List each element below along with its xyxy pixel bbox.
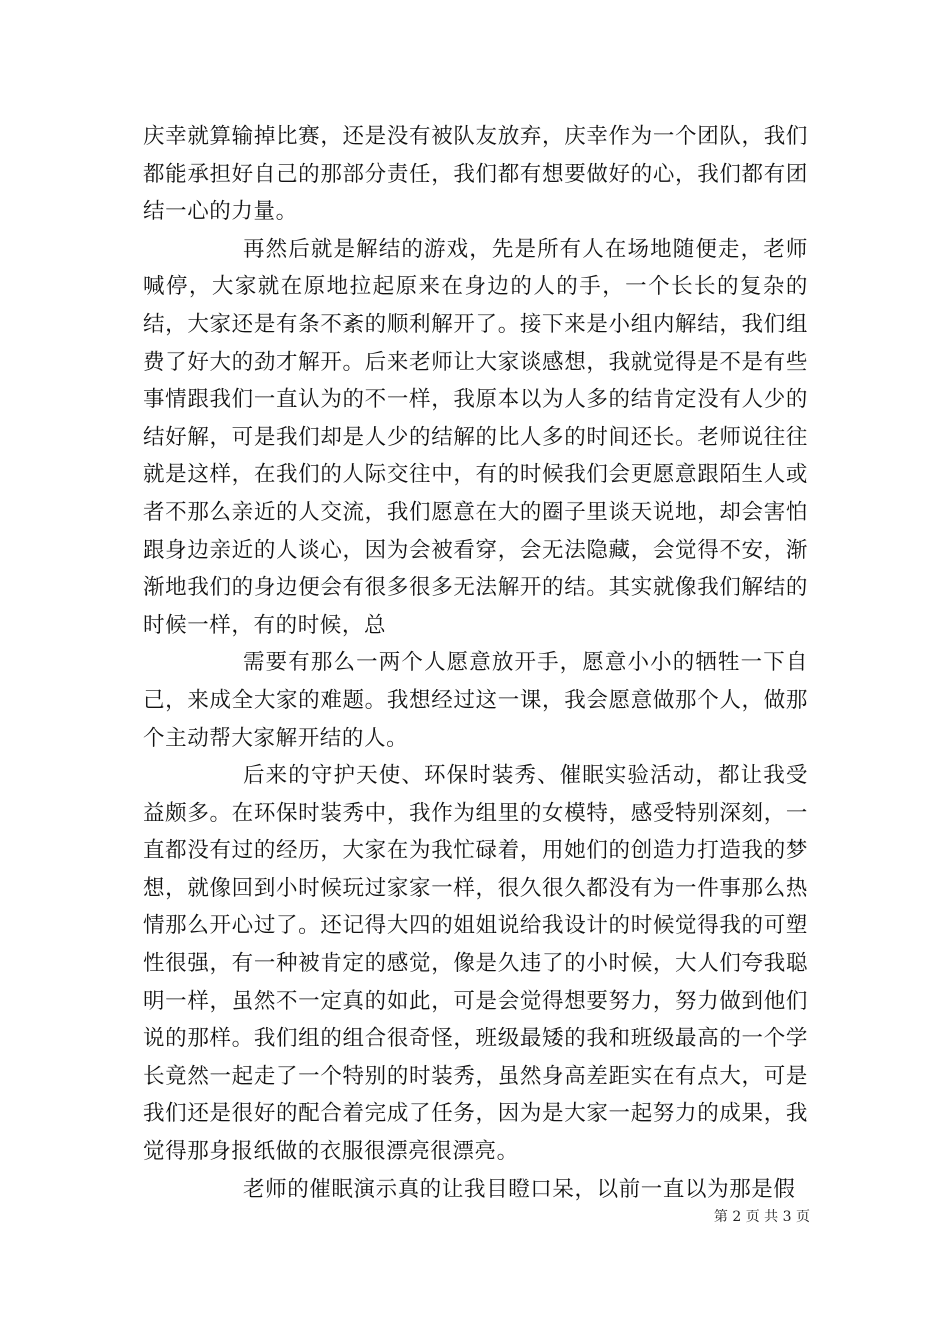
paragraph-1: 庆幸就算输掉比赛，还是没有被队友放弃，庆幸作为一个团队，我们都能承担好自己的那部分责任，我们都有想要做好的心，我们都有团结一心的力量。 — [143, 124, 808, 225]
paragraph-3: 需要有那么一两个人愿意放开手，愿意小小的牺牲一下自己，来成全大家的难题。我想经过这一课，我会愿意做那个人，做那个主动帮大家解开结的人。 — [143, 650, 808, 751]
paragraph-5: 老师的催眠演示真的让我目瞪口呆，以前一直以为那是假 — [243, 1176, 796, 1202]
paragraph-4: 后来的守护天使、环保时装秀、催眠实验活动，都让我受益颇多。在环保时装秀中，我作为组里的女模特，感受特别深刻，一直都没有过的经历，大家在为我忙碌着，用她们的创造力打造我的梦想，就像回到小时候玩过家家一样，很久很久都没有为一件事那么热情那么开心过了。还记得大四的姐姐说给我设计的时候觉得我的可塑性很强，有一种被肯定的感觉，像是久违了的小时候，大人们夸我聪明一样，虽然不一定真的如此，可是会觉得想要努力，努力做到他们说的那样。我们组的组合很奇怪，班级最矮的我和班级最高的一个学长竟然一起走了一个特别的时装秀，虽然身高差距实在有点大，可是我们还是很好的配合着完成了任务，因为是大家一起努力的成果，我觉得那身报纸做的衣服很漂亮很漂亮。 — [143, 763, 808, 1165]
document-body — [143, 118, 808, 1208]
page-number-footer: 第 2 页 共 3 页 — [713, 1209, 810, 1225]
paragraph-2: 再然后就是解结的游戏，先是所有人在场地随便走，老师喊停，大家就在原地拉起原来在身边的人的手，一个长长的复杂的结，大家还是有条不紊的顺利解开了。接下来是小组内解结，我们组费了好大的劲才解开。后来老师让大家谈感想，我就觉得是不是有些事情跟我们一直认为的不一样，我原本以为人多的结肯定没有人少的结好解，可是我们却是人少的结解的比人多的时间还长。老师说往往就是这样，在我们的人际交往中，有的时候我们会更愿意跟陌生人或者不那么亲近的人交流，我们愿意在大的圈子里谈天说地，却会害怕跟身边亲近的人谈心，因为会被看穿，会无法隐藏，会觉得不安，渐渐地我们的身边便会有很多很多无法解开的结。其实就像我们解结的时候一样，有的时候，总 — [143, 236, 808, 638]
